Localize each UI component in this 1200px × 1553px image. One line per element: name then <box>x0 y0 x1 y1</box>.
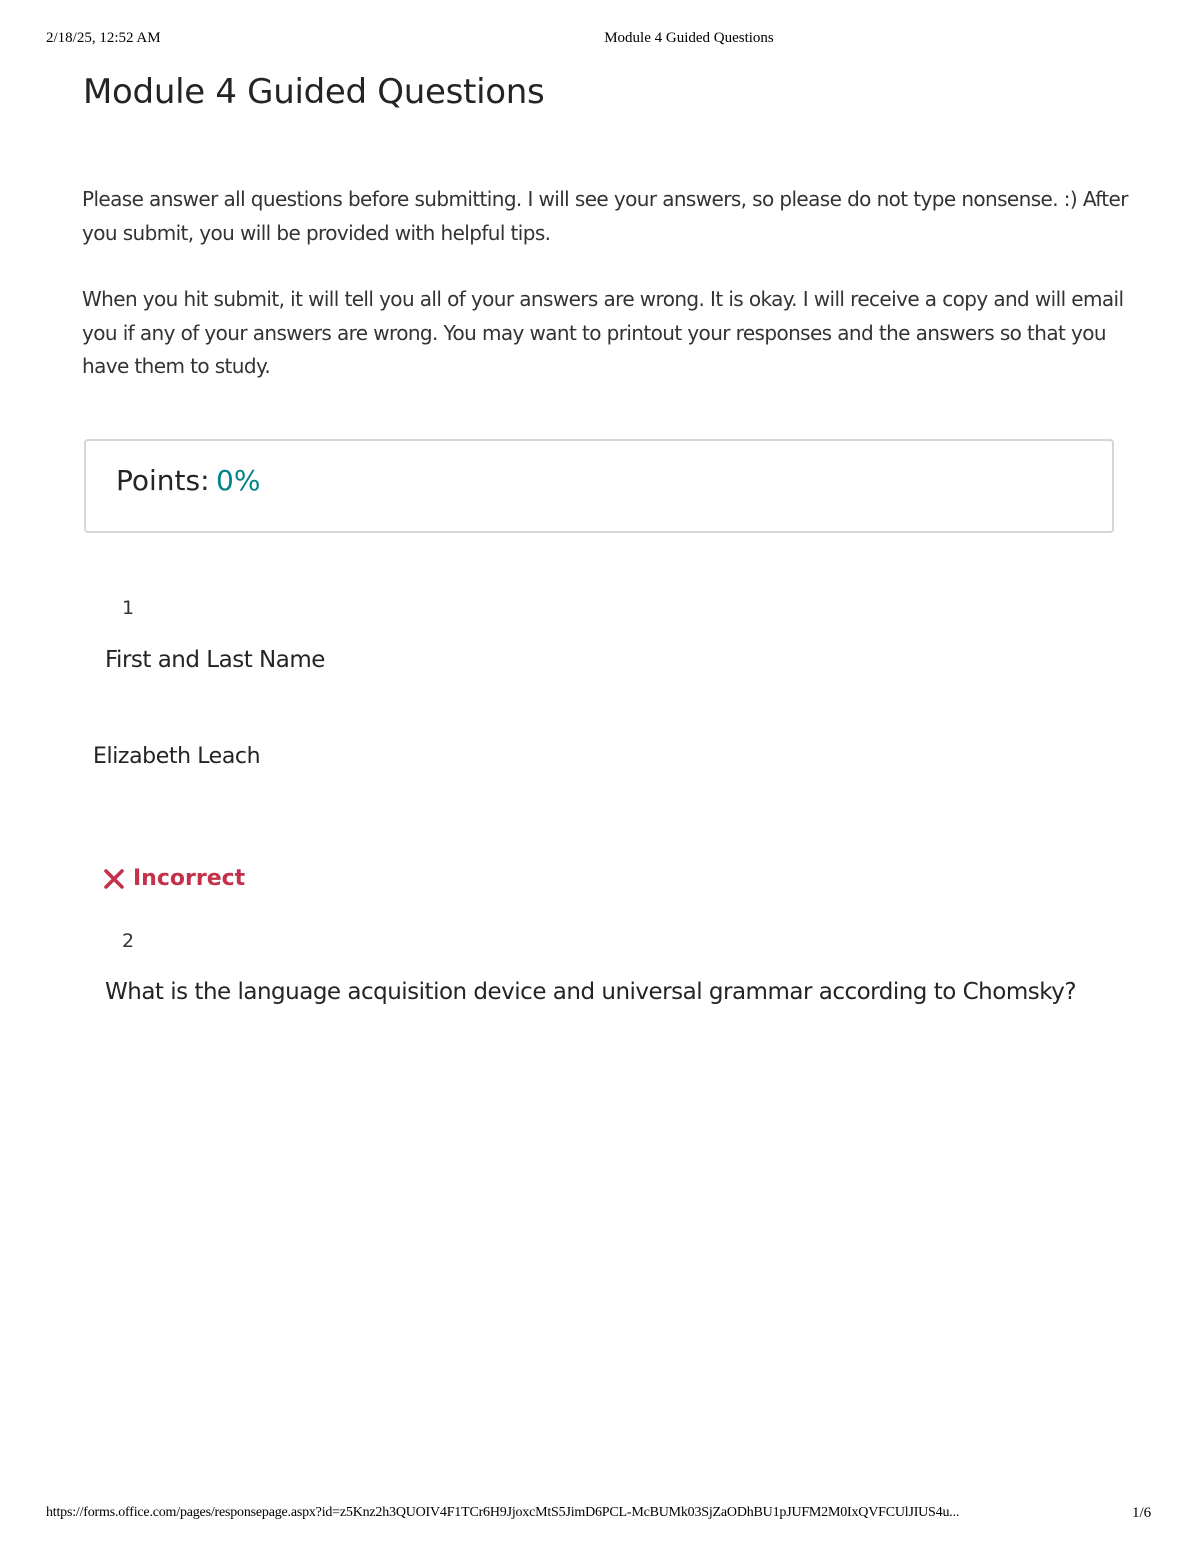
print-header <box>0 30 1200 50</box>
points-summary <box>84 439 1114 533</box>
description-paragraph-1: Please answer all questions before submitting. I will see your answers, so please do not type nonsense. :) After you submit, you will be provided with helpful tips. <box>82 187 1128 245</box>
question-answer: Elizabeth Leach <box>93 744 261 769</box>
description-paragraph-2: When you hit submit, it will tell you all of your answers are wrong. It is okay. I will receive a copy and will email you if any of your answers are wrong. You may want to printout your responses and the answers so that you have them to study. <box>82 287 1124 378</box>
points-label: Points: <box>116 464 210 497</box>
question-number: 1 <box>122 597 135 619</box>
result-label: Incorrect <box>133 866 246 891</box>
print-footer <box>0 1505 1200 1525</box>
print-page-title: Module 4 Guided Questions <box>604 30 774 46</box>
result-badge <box>103 866 245 891</box>
close-icon <box>103 868 125 890</box>
question-title: What is the language acquisition device and universal grammar according to Chomsky? <box>105 979 1077 1005</box>
question-title: First and Last Name <box>105 647 325 673</box>
form-description <box>82 183 1142 384</box>
print-url: https://forms.office.com/pages/responsepage.aspx?id=z5Knz2h3QUOIV4F1TCr6H9JjoxcMtS5JimD6PCL-McBUMk03SjZaODhBU1pJUFM2M0IxQVFCUlJIUS4u... <box>46 1505 960 1520</box>
question-number: 2 <box>122 930 135 952</box>
points-value: 0% <box>216 464 261 497</box>
page-indicator: 1/6 <box>1132 1505 1152 1521</box>
print-datetime: 2/18/25, 12:52 AM <box>46 30 161 46</box>
form-title: Module 4 Guided Questions <box>83 72 545 112</box>
